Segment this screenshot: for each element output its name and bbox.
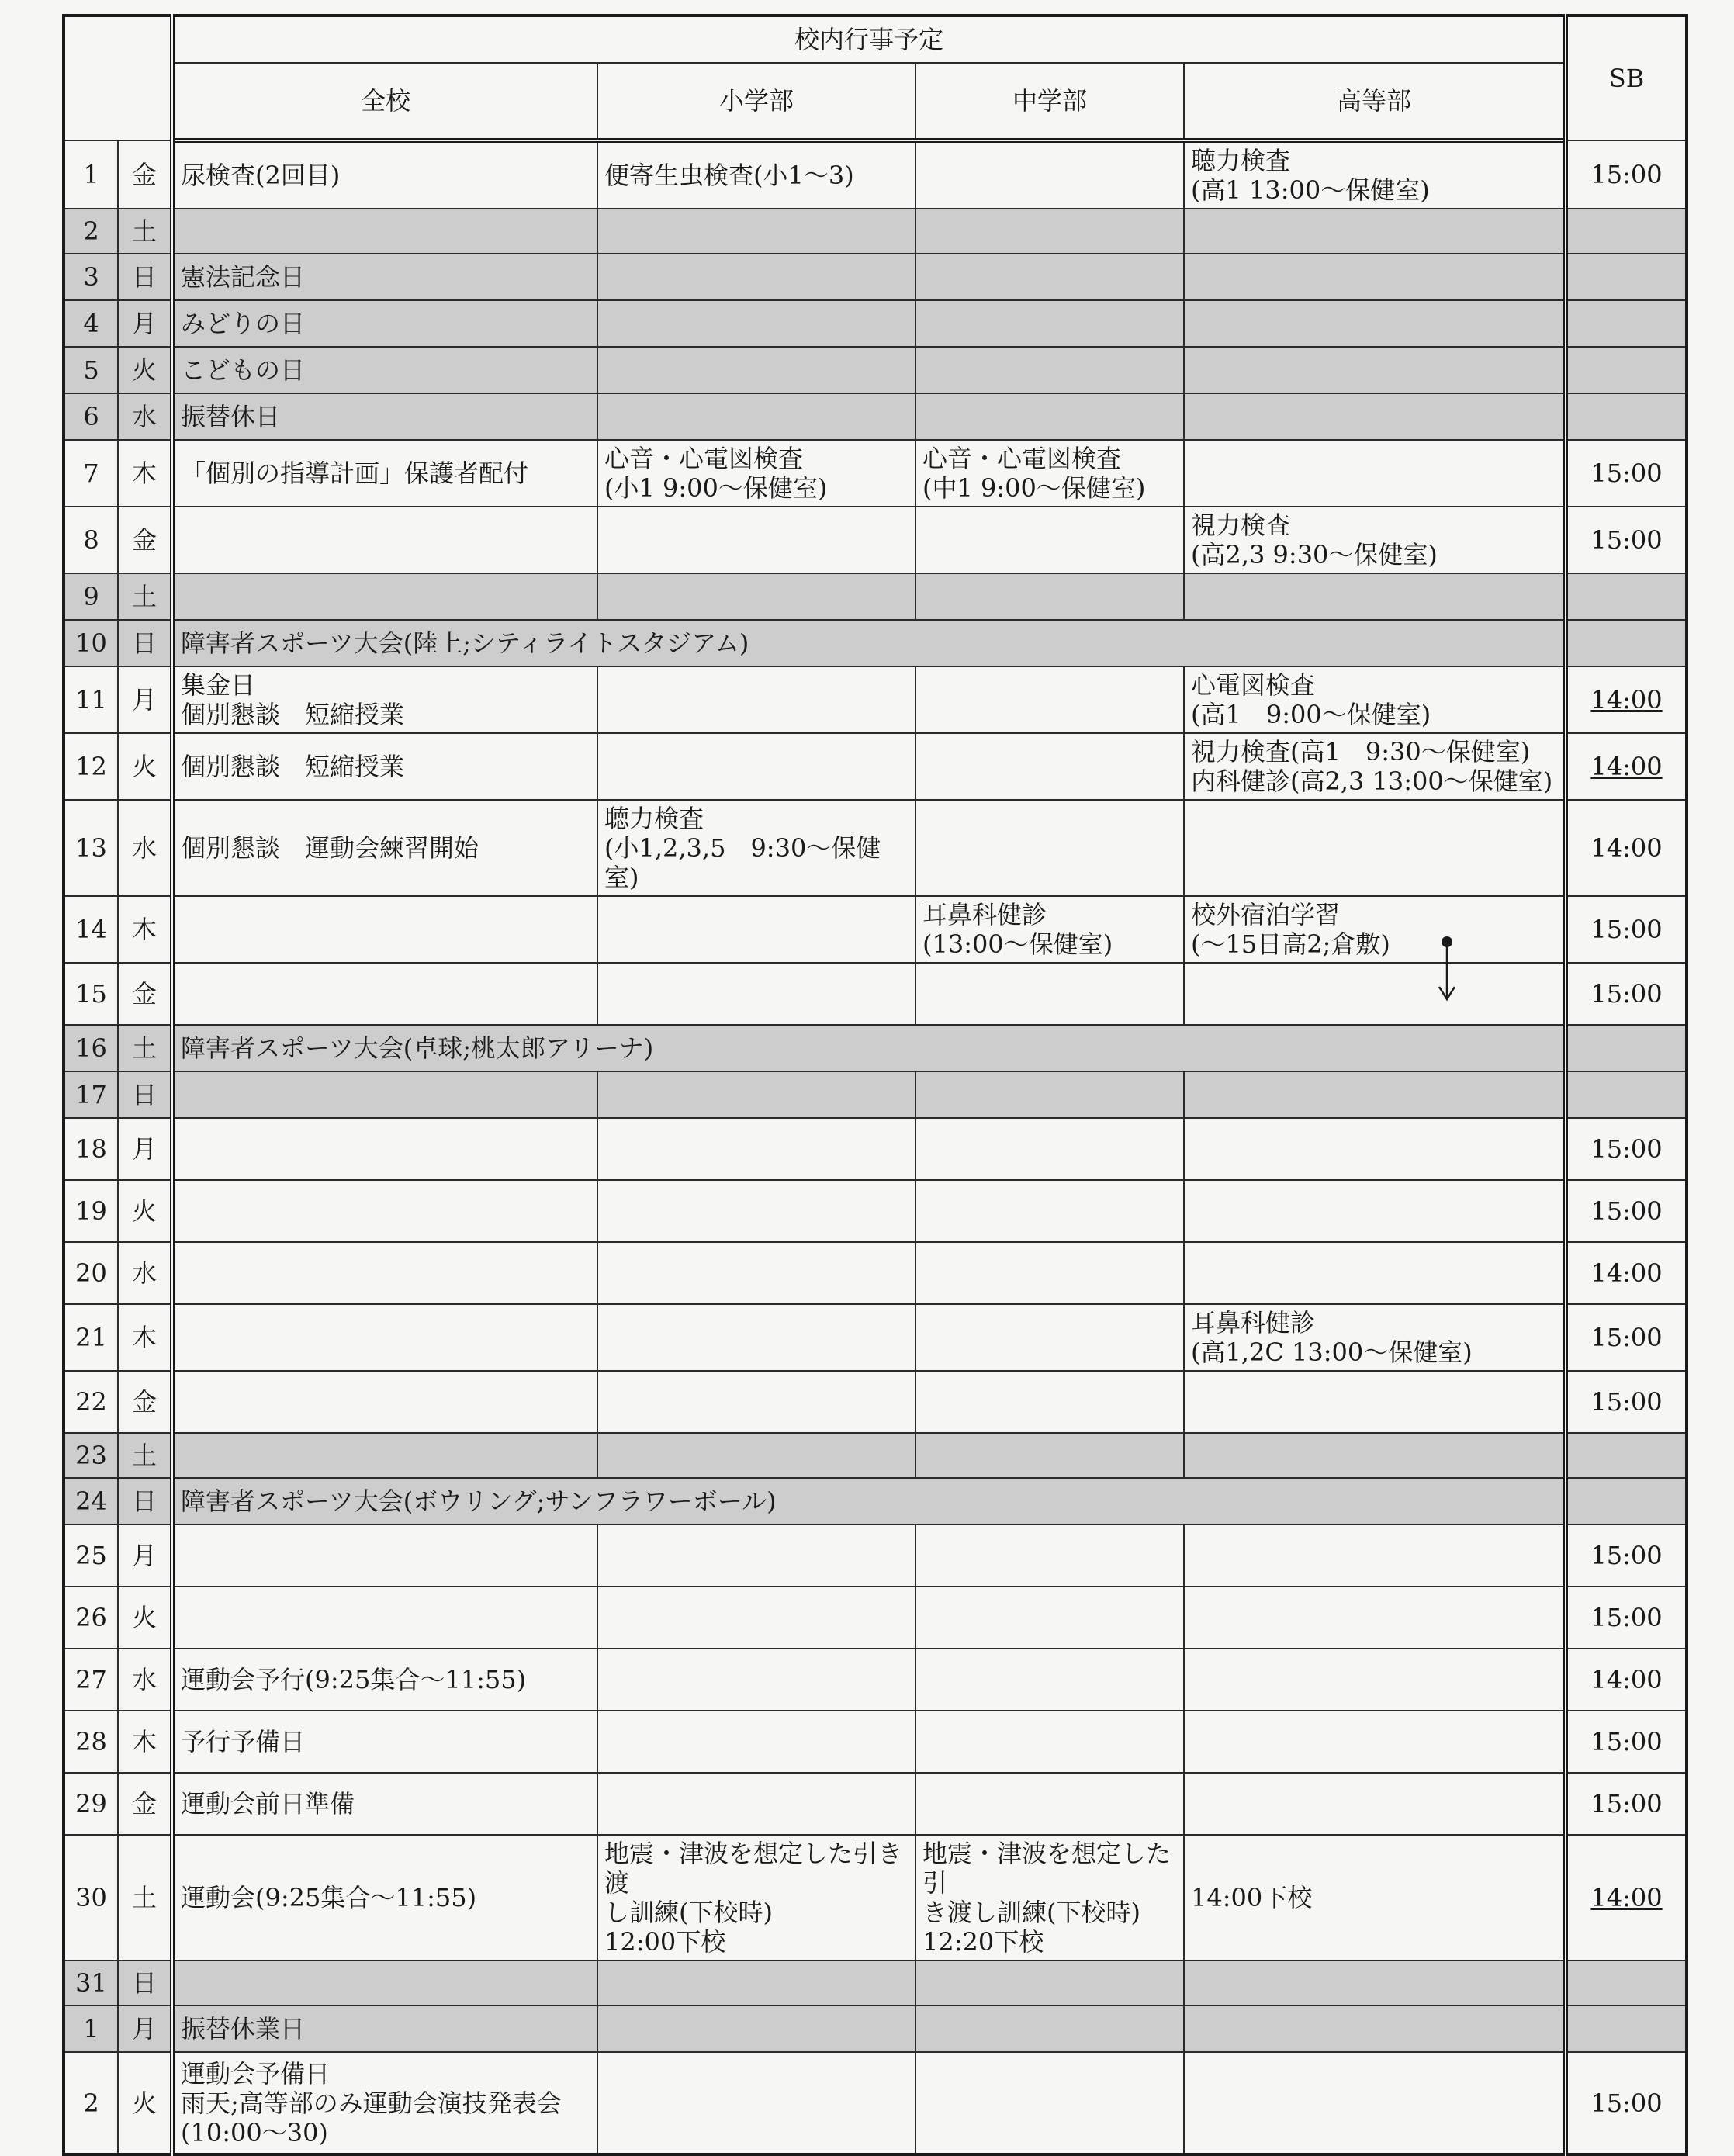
weekday: 日 (118, 1960, 172, 2005)
event-elementary (597, 300, 915, 347)
sb-time-text: 15:00 (1590, 979, 1663, 1009)
day-number: 6 (64, 393, 118, 440)
day-number: 22 (64, 1371, 118, 1433)
sb-time-text: 15:00 (1590, 1134, 1663, 1164)
day-number: 14 (64, 896, 118, 963)
sb-time-text: 15:00 (1590, 160, 1663, 189)
event-elementary (597, 254, 915, 300)
event-elementary (597, 1071, 915, 1118)
sb-time (1566, 140, 1687, 209)
day-number: 4 (64, 300, 118, 347)
event-elementary (597, 573, 915, 620)
event-elementary (597, 1433, 915, 1478)
sb-time (1566, 666, 1687, 733)
event-junior-high: 心音・心電図検査 (中1 9:00～保健室) (915, 440, 1184, 507)
event-all-school: 運動会予行(9:25集合～11:55) (172, 1649, 597, 1711)
event-all-school (172, 1960, 597, 2005)
event-all-school: 個別懇談 運動会練習開始 (172, 800, 597, 896)
day-number: 1 (64, 140, 118, 209)
sb-time (1566, 209, 1687, 254)
event-junior-high (915, 1071, 1184, 1118)
event-junior-high (915, 1242, 1184, 1304)
weekday: 水 (118, 1242, 172, 1304)
sb-time (1566, 254, 1687, 300)
event-junior-high (915, 1180, 1184, 1242)
event-high-school: 視力検査 (高2,3 9:30～保健室) (1184, 507, 1566, 573)
day-row (64, 209, 1687, 254)
sb-time (1566, 896, 1687, 963)
col-header-elementary: 小学部 (597, 63, 915, 140)
event-all-school (172, 1242, 597, 1304)
day-row (64, 620, 1687, 666)
event-high-school (1184, 2052, 1566, 2154)
weekday: 木 (118, 440, 172, 507)
sb-time (1566, 1524, 1687, 1587)
event-high-school: 聴力検査 (高1 13:00～保健室) (1184, 140, 1566, 209)
weekday: 水 (118, 1649, 172, 1711)
event-junior-high (915, 2005, 1184, 2052)
weekday: 金 (118, 140, 172, 209)
event-junior-high (915, 1433, 1184, 1478)
sb-time-text: 15:00 (1590, 459, 1663, 488)
sb-header: SB (1566, 16, 1687, 140)
event-high-school (1184, 393, 1566, 440)
event-elementary (597, 1242, 915, 1304)
day-number: 18 (64, 1118, 118, 1180)
event-high-school: 視力検査(高1 9:30～保健室) 内科健診(高2,3 13:00～保健室) (1184, 733, 1566, 800)
day-number: 12 (64, 733, 118, 800)
event-junior-high (915, 209, 1184, 254)
event-all-school: 「個別の指導計画」保護者配付 (172, 440, 597, 507)
event-all-school: 障害者スポーツ大会(卓球;桃太郎アリーナ) (172, 1025, 1566, 1071)
event-all-school (172, 1118, 597, 1180)
sb-time (1566, 440, 1687, 507)
event-high-school (1184, 1242, 1566, 1304)
event-all-school: 運動会(9:25集合～11:55) (172, 1835, 597, 1960)
sb-time (1566, 1025, 1687, 1071)
event-high-school (1184, 440, 1566, 507)
sb-time (1566, 1242, 1687, 1304)
sb-time (1566, 1835, 1687, 1960)
event-all-school: 障害者スポーツ大会(ボウリング;サンフラワーボール) (172, 1478, 1566, 1524)
day-row (64, 1118, 1687, 1180)
event-high-school (1184, 1587, 1566, 1649)
weekday: 金 (118, 963, 172, 1025)
event-elementary (597, 666, 915, 733)
weekday: 月 (118, 1118, 172, 1180)
event-high-school (1184, 1773, 1566, 1835)
day-row (64, 1180, 1687, 1242)
sb-time (1566, 300, 1687, 347)
event-junior-high (915, 1118, 1184, 1180)
weekday: 水 (118, 393, 172, 440)
event-elementary: 便寄生虫検査(小1～3) (597, 140, 915, 209)
event-high-school (1184, 209, 1566, 254)
weekday: 金 (118, 1773, 172, 1835)
event-high-school: 心電図検査 (高1 9:00～保健室) (1184, 666, 1566, 733)
day-number: 7 (64, 440, 118, 507)
event-elementary (597, 1711, 915, 1773)
weekday: 土 (118, 209, 172, 254)
day-number: 24 (64, 1478, 118, 1524)
weekday: 土 (118, 1835, 172, 1960)
sb-time-text: 15:00 (1590, 2088, 1663, 2118)
sb-time (1566, 1118, 1687, 1180)
day-number: 16 (64, 1025, 118, 1071)
event-high-school (1184, 963, 1566, 1025)
event-high-school: 14:00下校 (1184, 1835, 1566, 1960)
event-high-school (1184, 1118, 1566, 1180)
event-high-school (1184, 2005, 1566, 2052)
event-junior-high (915, 733, 1184, 800)
sb-time (1566, 393, 1687, 440)
day-number: 28 (64, 1711, 118, 1773)
event-junior-high (915, 573, 1184, 620)
event-junior-high: 耳鼻科健診 (13:00～保健室) (915, 896, 1184, 963)
day-row (64, 1478, 1687, 1524)
sb-time (1566, 1478, 1687, 1524)
event-all-school (172, 1304, 597, 1371)
day-row (64, 507, 1687, 573)
day-number: 11 (64, 666, 118, 733)
weekday: 月 (118, 2005, 172, 2052)
event-high-school (1184, 1649, 1566, 1711)
day-row (64, 1524, 1687, 1587)
sb-time (1566, 1433, 1687, 1478)
event-elementary (597, 896, 915, 963)
day-number: 10 (64, 620, 118, 666)
event-junior-high (915, 1649, 1184, 1711)
event-high-school: 校外宿泊学習 (～15日高2;倉敷) (1184, 896, 1566, 963)
event-junior-high: 地震・津波を想定した引 き渡し訓練(下校時) 12:20下校 (915, 1835, 1184, 1960)
event-high-school (1184, 1711, 1566, 1773)
event-junior-high (915, 507, 1184, 573)
event-elementary: 聴力検査 (小1,2,3,5 9:30～保健室) (597, 800, 915, 896)
sb-time-text: 15:00 (1590, 1727, 1663, 1756)
weekday: 火 (118, 2052, 172, 2154)
day-row (64, 347, 1687, 393)
event-elementary (597, 347, 915, 393)
weekday: 土 (118, 1433, 172, 1478)
event-junior-high (915, 140, 1184, 209)
event-elementary (597, 1773, 915, 1835)
sb-time-text: 14:00 (1590, 1665, 1663, 1694)
event-elementary: 地震・津波を想定した引き渡 し訓練(下校時) 12:00下校 (597, 1835, 915, 1960)
day-number: 27 (64, 1649, 118, 1711)
event-all-school: 運動会前日準備 (172, 1773, 597, 1835)
day-number: 17 (64, 1071, 118, 1118)
day-number: 20 (64, 1242, 118, 1304)
event-high-school: 耳鼻科健診 (高1,2C 13:00～保健室) (1184, 1304, 1566, 1371)
day-row (64, 2005, 1687, 2052)
event-elementary (597, 1524, 915, 1587)
day-row (64, 1071, 1687, 1118)
weekday: 水 (118, 800, 172, 896)
event-all-school: 振替休日 (172, 393, 597, 440)
event-junior-high (915, 800, 1184, 896)
day-number: 31 (64, 1960, 118, 2005)
event-junior-high (915, 963, 1184, 1025)
event-elementary (597, 1304, 915, 1371)
event-junior-high (915, 254, 1184, 300)
col-header-all: 全校 (172, 63, 597, 140)
col-header-high: 高等部 (1184, 63, 1566, 140)
event-all-school (172, 963, 597, 1025)
event-junior-high (915, 666, 1184, 733)
day-row (64, 2052, 1687, 2154)
day-row (64, 1304, 1687, 1371)
event-junior-high (915, 1524, 1184, 1587)
day-number: 8 (64, 507, 118, 573)
sb-time-text: 15:00 (1590, 1541, 1663, 1570)
sb-time (1566, 2052, 1687, 2154)
sb-time (1566, 1773, 1687, 1835)
weekday: 月 (118, 300, 172, 347)
day-number: 15 (64, 963, 118, 1025)
sb-time-text: 14:00 (1590, 1258, 1663, 1288)
day-row (64, 140, 1687, 209)
day-number: 25 (64, 1524, 118, 1587)
event-high-school (1184, 1433, 1566, 1478)
event-all-school: みどりの日 (172, 300, 597, 347)
day-row (64, 440, 1687, 507)
weekday: 土 (118, 1025, 172, 1071)
sb-time (1566, 963, 1687, 1025)
event-elementary (597, 393, 915, 440)
weekday: 木 (118, 1711, 172, 1773)
event-junior-high (915, 1773, 1184, 1835)
event-elementary (597, 1649, 915, 1711)
sb-time (1566, 507, 1687, 573)
day-number: 13 (64, 800, 118, 896)
sb-time (1566, 347, 1687, 393)
event-elementary (597, 2052, 915, 2154)
day-row (64, 1960, 1687, 2005)
day-row (64, 254, 1687, 300)
weekday: 金 (118, 1371, 172, 1433)
day-row (64, 733, 1687, 800)
event-all-school (172, 1524, 597, 1587)
weekday: 日 (118, 1071, 172, 1118)
event-junior-high (915, 1371, 1184, 1433)
sb-time (1566, 1071, 1687, 1118)
event-all-school (172, 573, 597, 620)
sb-time-text: 14:00 (1590, 685, 1663, 715)
day-row (64, 1835, 1687, 1960)
event-all-school: 憲法記念日 (172, 254, 597, 300)
day-number: 2 (64, 2052, 118, 2154)
sb-time (1566, 733, 1687, 800)
event-all-school: 運動会予備日 雨天;高等部のみ運動会演技発表会 (10:00～30) (172, 2052, 597, 2154)
sb-time (1566, 800, 1687, 896)
event-high-school (1184, 1071, 1566, 1118)
event-all-school (172, 1071, 597, 1118)
sb-time-text: 15:00 (1590, 1789, 1663, 1819)
weekday: 土 (118, 573, 172, 620)
event-elementary (597, 1118, 915, 1180)
day-number: 26 (64, 1587, 118, 1649)
event-all-school: 振替休業日 (172, 2005, 597, 2052)
day-row (64, 1587, 1687, 1649)
sb-time (1566, 1180, 1687, 1242)
day-row (64, 1371, 1687, 1433)
sb-time (1566, 1304, 1687, 1371)
day-number: 21 (64, 1304, 118, 1371)
event-elementary (597, 1371, 915, 1433)
event-elementary (597, 507, 915, 573)
day-row (64, 666, 1687, 733)
event-junior-high (915, 393, 1184, 440)
event-elementary (597, 1960, 915, 2005)
event-all-school (172, 1433, 597, 1478)
schedule-sheet (62, 14, 1685, 2147)
corner-cell (64, 16, 172, 140)
weekday: 金 (118, 507, 172, 573)
weekday: 木 (118, 1304, 172, 1371)
sb-time-text: 15:00 (1590, 1603, 1663, 1632)
day-row (64, 1773, 1687, 1835)
day-row (64, 1649, 1687, 1711)
event-junior-high (915, 300, 1184, 347)
sb-time (1566, 2005, 1687, 2052)
event-all-school: 個別懇談 短縮授業 (172, 733, 597, 800)
sb-time (1566, 1587, 1687, 1649)
event-high-school (1184, 800, 1566, 896)
event-high-school (1184, 254, 1566, 300)
sb-time (1566, 1649, 1687, 1711)
event-elementary (597, 733, 915, 800)
weekday: 日 (118, 620, 172, 666)
weekday: 火 (118, 1587, 172, 1649)
event-elementary (597, 963, 915, 1025)
sb-time (1566, 1711, 1687, 1773)
event-high-school (1184, 1371, 1566, 1433)
day-number: 1 (64, 2005, 118, 2052)
event-all-school (172, 507, 597, 573)
day-row (64, 800, 1687, 896)
event-all-school (172, 1371, 597, 1433)
schedule-table (62, 14, 1688, 2156)
day-row (64, 393, 1687, 440)
sb-time-text: 15:00 (1590, 1196, 1663, 1226)
event-high-school (1184, 300, 1566, 347)
day-number: 19 (64, 1180, 118, 1242)
sb-time-text: 15:00 (1590, 1387, 1663, 1417)
weekday: 月 (118, 666, 172, 733)
event-high-school (1184, 1960, 1566, 2005)
day-number: 3 (64, 254, 118, 300)
day-row (64, 1025, 1687, 1071)
event-elementary (597, 1587, 915, 1649)
weekday: 日 (118, 254, 172, 300)
day-row (64, 1711, 1687, 1773)
event-elementary (597, 209, 915, 254)
sb-time (1566, 620, 1687, 666)
sb-time-text: 15:00 (1590, 525, 1663, 555)
day-number: 30 (64, 1835, 118, 1960)
event-junior-high (915, 1587, 1184, 1649)
weekday: 月 (118, 1524, 172, 1587)
day-row (64, 1433, 1687, 1478)
event-all-school: こどもの日 (172, 347, 597, 393)
weekday: 日 (118, 1478, 172, 1524)
weekday: 木 (118, 896, 172, 963)
event-high-school (1184, 1180, 1566, 1242)
event-junior-high (915, 2052, 1184, 2154)
day-number: 2 (64, 209, 118, 254)
event-all-school (172, 1587, 597, 1649)
day-row (64, 573, 1687, 620)
day-row (64, 896, 1687, 963)
event-high-school (1184, 573, 1566, 620)
event-elementary: 心音・心電図検査 (小1 9:00～保健室) (597, 440, 915, 507)
event-junior-high (915, 1304, 1184, 1371)
event-junior-high (915, 1960, 1184, 2005)
event-all-school (172, 209, 597, 254)
sb-time (1566, 1960, 1687, 2005)
sb-time-text: 14:00 (1590, 1883, 1663, 1912)
day-number: 9 (64, 573, 118, 620)
event-all-school: 障害者スポーツ大会(陸上;シティライトスタジアム) (172, 620, 1566, 666)
day-number: 23 (64, 1433, 118, 1478)
event-junior-high (915, 347, 1184, 393)
day-row (64, 300, 1687, 347)
weekday: 火 (118, 347, 172, 393)
event-all-school: 予行予備日 (172, 1711, 597, 1773)
sb-time-text: 15:00 (1590, 1323, 1663, 1352)
schedule-body (64, 140, 1687, 2154)
event-high-school (1184, 1524, 1566, 1587)
event-elementary (597, 2005, 915, 2052)
day-row (64, 963, 1687, 1025)
day-row (64, 1242, 1687, 1304)
sb-time-text: 14:00 (1590, 752, 1663, 781)
event-all-school (172, 896, 597, 963)
sb-time (1566, 573, 1687, 620)
weekday: 火 (118, 733, 172, 800)
event-elementary (597, 1180, 915, 1242)
sb-time (1566, 1371, 1687, 1433)
col-header-junior-high: 中学部 (915, 63, 1184, 140)
event-all-school (172, 1180, 597, 1242)
event-junior-high (915, 1711, 1184, 1773)
group-title: 校内行事予定 (172, 16, 1566, 63)
day-number: 5 (64, 347, 118, 393)
event-high-school (1184, 347, 1566, 393)
day-number: 29 (64, 1773, 118, 1835)
sb-time-text: 14:00 (1590, 833, 1663, 863)
event-all-school: 集金日 個別懇談 短縮授業 (172, 666, 597, 733)
sb-time-text: 15:00 (1590, 915, 1663, 944)
weekday: 火 (118, 1180, 172, 1242)
event-all-school: 尿検査(2回目) (172, 140, 597, 209)
